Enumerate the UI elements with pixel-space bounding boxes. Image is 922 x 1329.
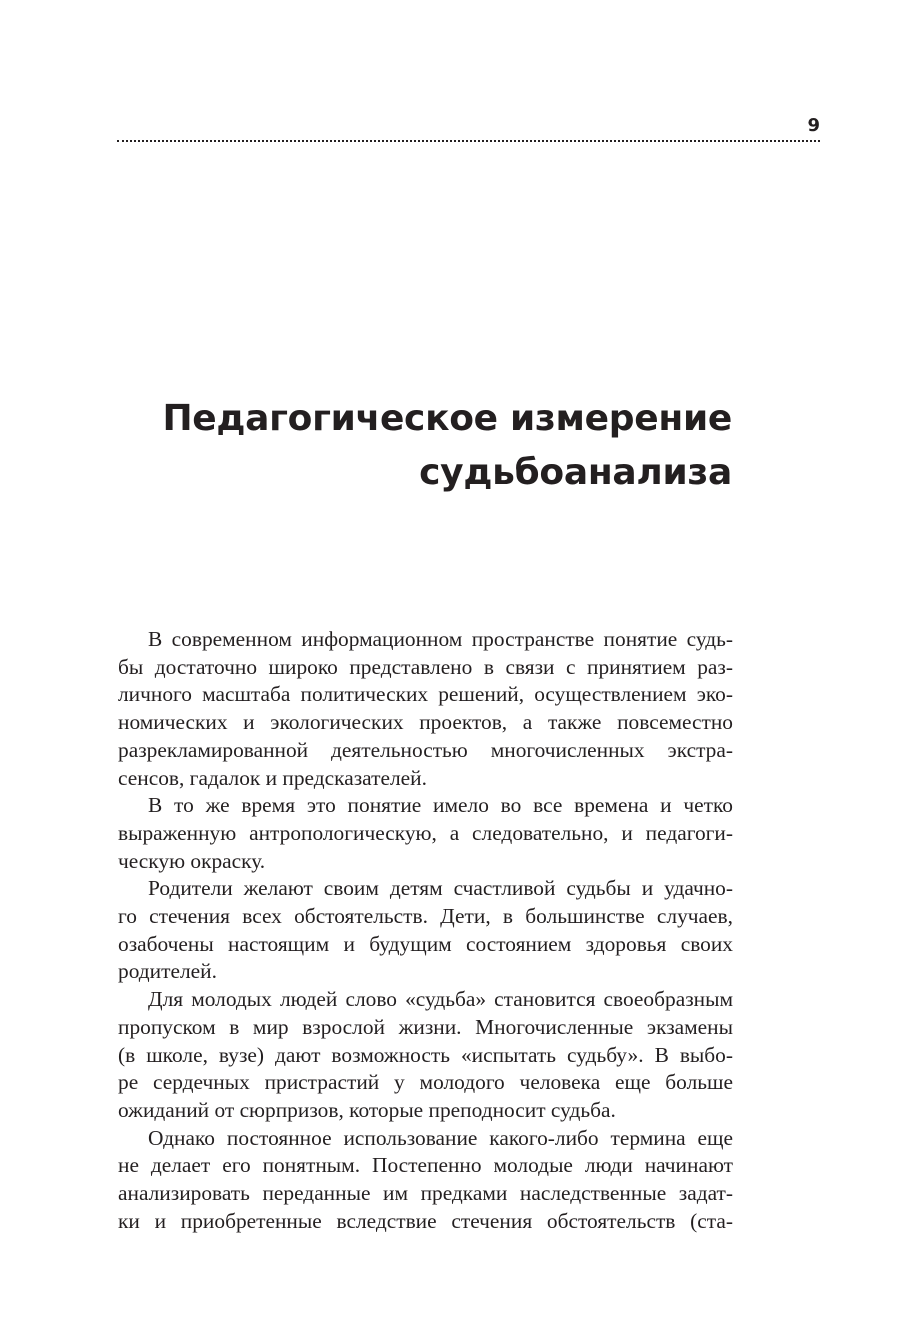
text-line: разрекламированной деятельностью многочисленных экстра-: [118, 737, 733, 762]
text-line: бы достаточно широко представлено в связи с принятием раз-: [118, 654, 733, 679]
text-line: анализировать переданные им предками наследственные задат-: [118, 1181, 733, 1206]
text-line: озабочены настоящим и будущим состоянием здоровья своих: [118, 931, 733, 956]
text-line: номических и экологических проектов, а также повсеместно: [118, 710, 733, 735]
text-line: (в школе, вузе) дают возможность «испытать судьбу». В выбо-: [118, 1042, 733, 1067]
text-line: личного масштаба политических решений, осуществлением эко-: [118, 682, 733, 707]
chapter-title: [150, 392, 732, 500]
text-line: ре сердечных пристрастий у молодого человека еще больше: [118, 1070, 733, 1095]
text-line: ожиданий от сюрпризов, которые преподносит судьба.: [118, 1097, 616, 1122]
page-number: 9: [807, 115, 820, 136]
paragraph-3: [118, 875, 733, 986]
text-line: пропуском в мир взрослой жизни. Многочисленные экзамены: [118, 1014, 733, 1039]
header-dotted-rule: [117, 140, 820, 142]
text-line: ки и приобретенные вследствие стечения обстоятельств (ста-: [118, 1208, 733, 1233]
text-line: выраженную антропологическую, а следовательно, и педагоги-: [118, 820, 733, 845]
text-line: не делает его понятным. Постепенно молодые люди начинают: [118, 1153, 733, 1178]
text-line: го стечения всех обстоятельств. Дети, в большинстве случаев,: [118, 904, 733, 929]
body-text: [118, 626, 733, 1235]
text-line: В то же время это понятие имело во все времена и четко: [148, 793, 733, 818]
paragraph-5: [118, 1125, 733, 1236]
text-line: родителей.: [118, 959, 217, 984]
chapter-title-line-2: судьбоанализа: [419, 452, 732, 493]
paragraph-1: [118, 626, 733, 792]
text-line: ческую окраску.: [118, 848, 266, 873]
paragraph-4: [118, 986, 733, 1125]
chapter-title-line-1: Педагогическое измерение: [162, 398, 732, 439]
text-line: сенсов, гадалок и предсказателей.: [118, 765, 427, 790]
text-line: В современном информационном пространстве понятие судь-: [148, 627, 733, 651]
text-line: Родители желают своим детям счастливой судьбы и удачно-: [148, 876, 733, 901]
paragraph-2: [118, 792, 733, 875]
text-line: Однако постоянное использование какого-либо термина еще: [148, 1125, 733, 1150]
text-line: Для молодых людей слово «судьба» становится своеобразным: [148, 987, 733, 1012]
